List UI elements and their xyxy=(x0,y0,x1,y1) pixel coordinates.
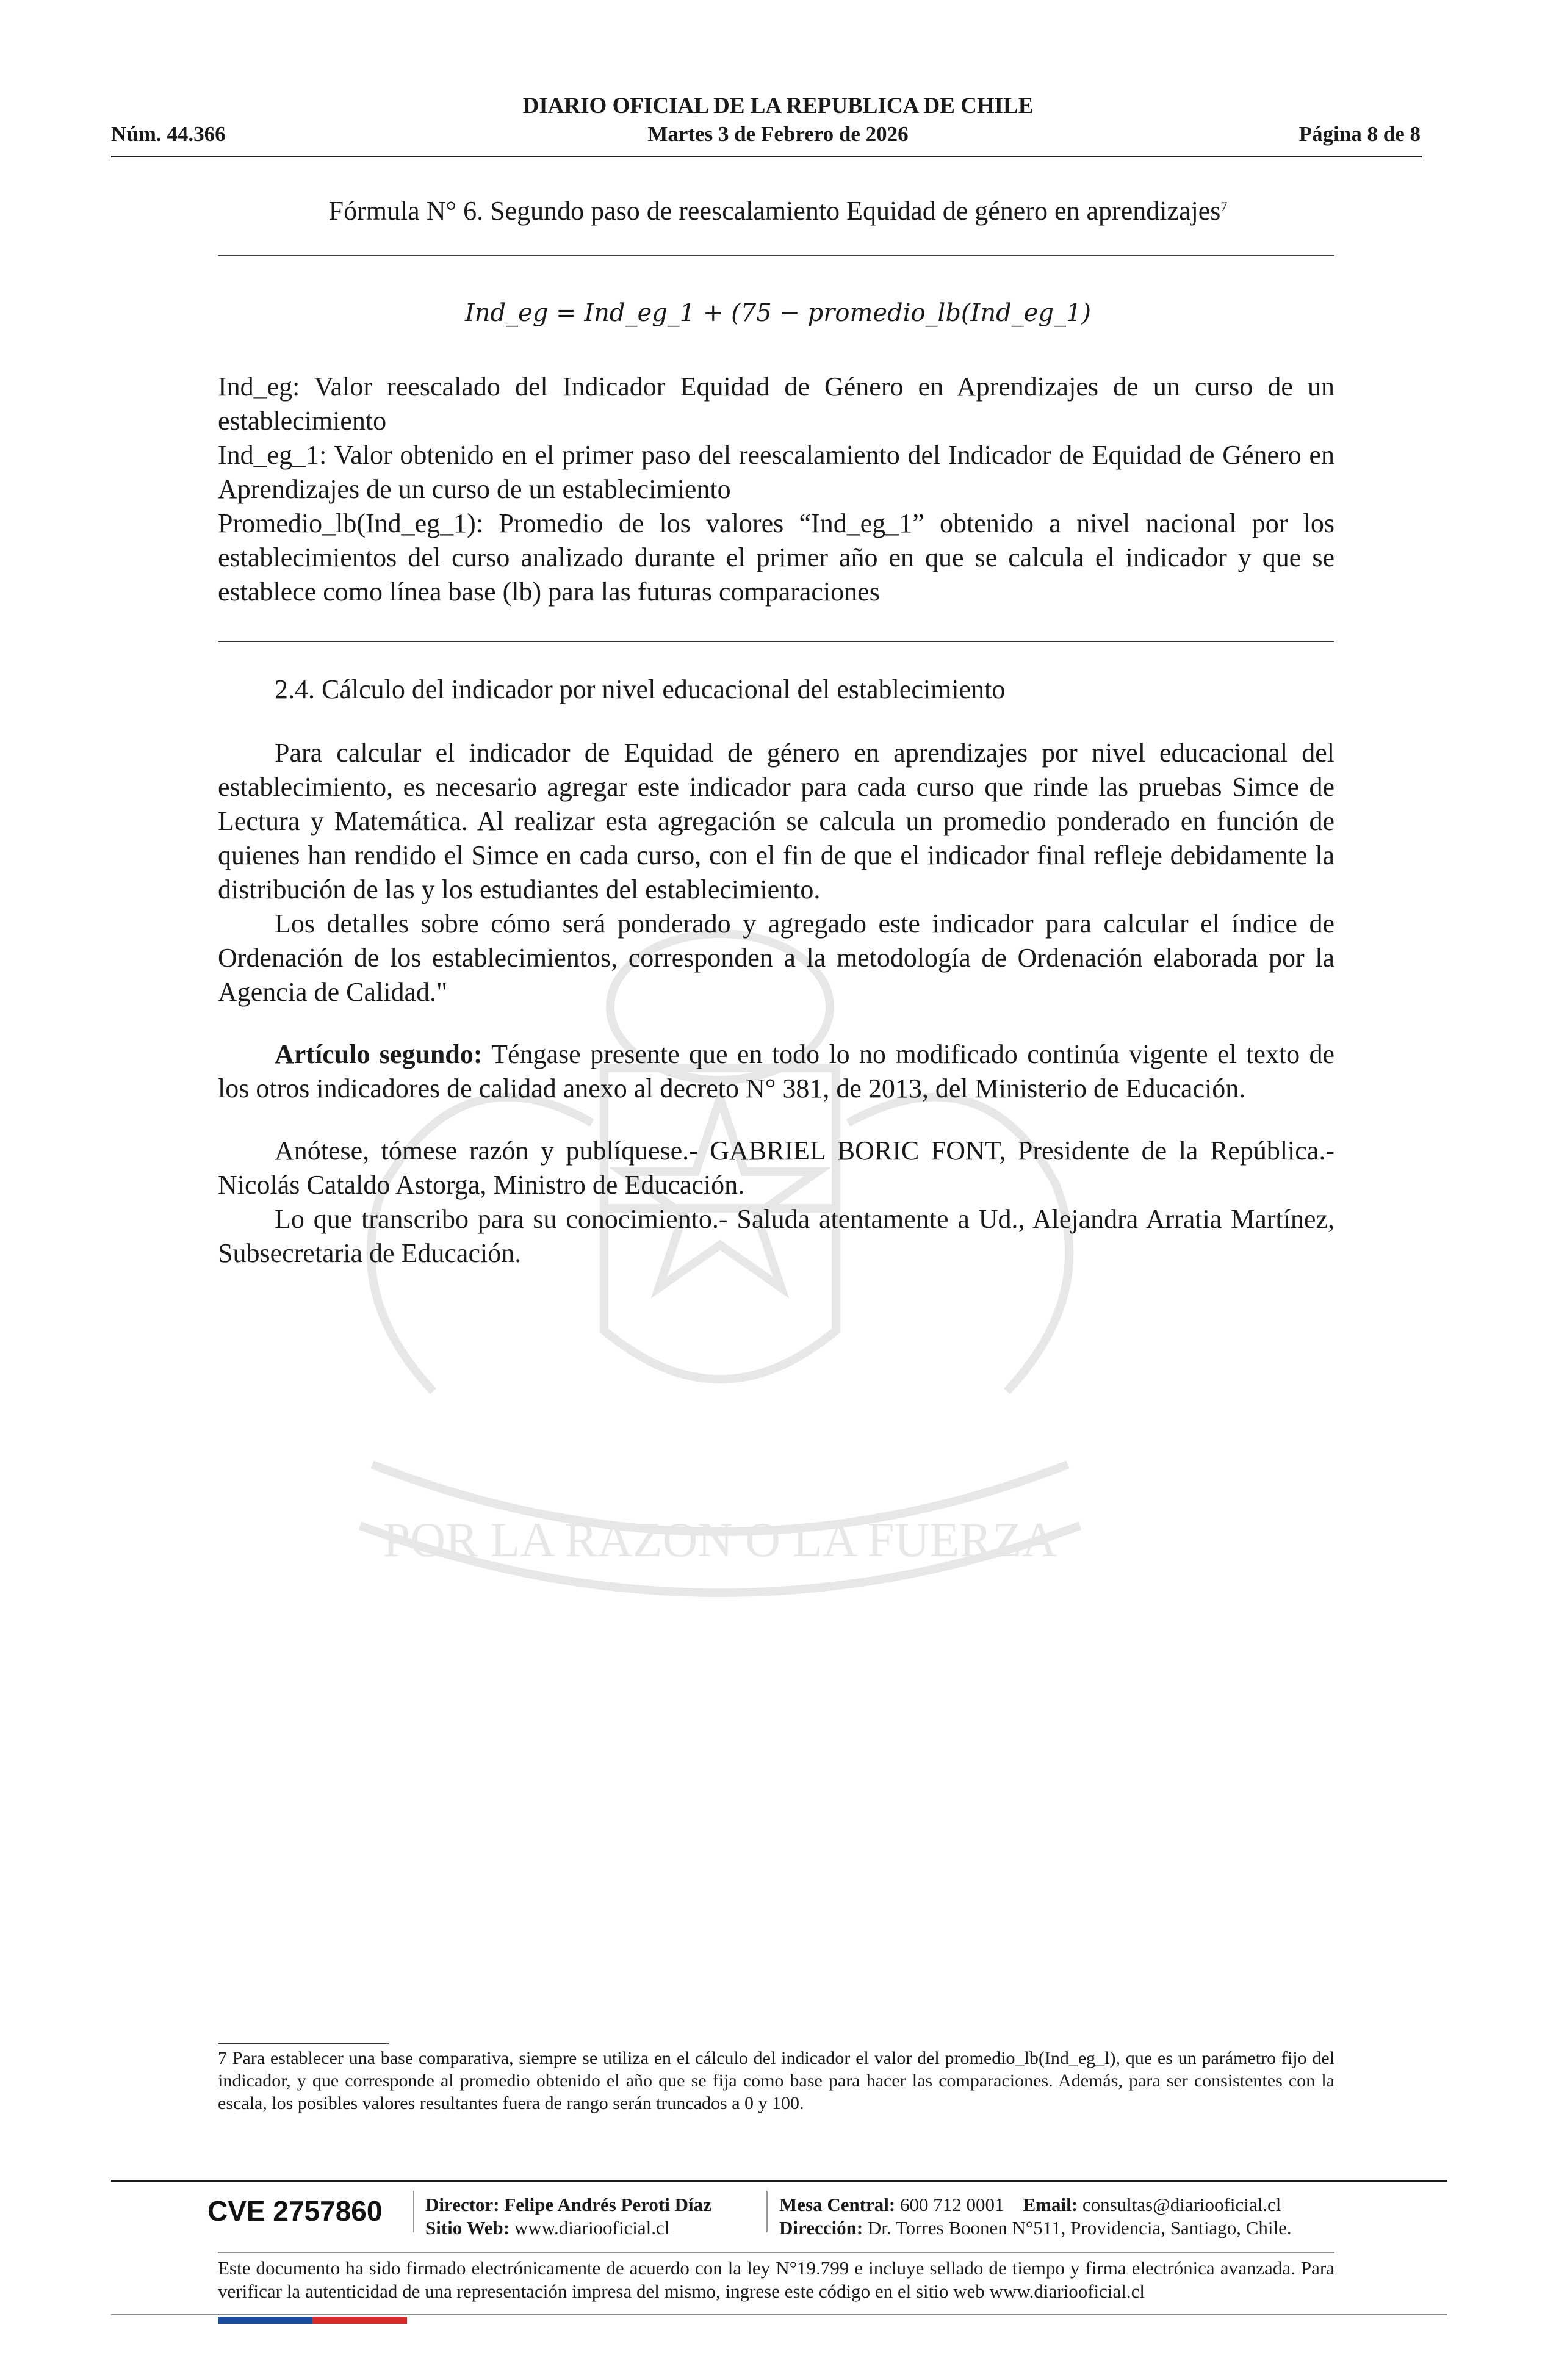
formula-top-divider xyxy=(218,255,1334,256)
footer-legal xyxy=(218,2257,1334,2303)
email-link[interactable]: consultas@diariooficial.cl xyxy=(1082,2194,1281,2215)
publication-title: DIARIO OFICIAL DE LA REPUBLICA DE CHILE xyxy=(522,93,1034,118)
formula-caption-text: Fórmula N° 6. Segundo paso de reescalamiento Equidad de género en aprendizajes xyxy=(328,196,1221,226)
page-number: Página 8 de 8 xyxy=(1298,122,1421,146)
formula-equation: Ind_eg = Ind_eg_1 + (75 − promedio_lb(Ind_eg_1) xyxy=(464,299,1092,327)
formula-bottom-divider xyxy=(218,641,1334,642)
article-label: Artículo segundo: xyxy=(275,1039,483,1069)
footnote-divider xyxy=(218,2043,389,2044)
footnote-text: 7 Para establecer una base comparativa, siempre se utiliza en el cálculo del indicador el valor del promedio_lb(Ind_eg_l), que es un parámetro fijo del indicador, y que corresponde al promedio obtenido el año que se fija como base para hacer las comparaciones. Además, para ser consistentes con la escala, los posibles valores resultantes fuera de rango serán truncados a 0 y 100. xyxy=(218,2048,1334,2113)
cve-code: CVE 2757860 xyxy=(207,2195,383,2227)
footer-inner-divider xyxy=(218,2252,1334,2253)
watermark-motto: POR LA RAZON O LA FUERZA xyxy=(383,1513,1057,1567)
formula-caption xyxy=(0,195,1556,226)
address-text: Dr. Torres Boonen N°511, Providencia, Santiago, Chile. xyxy=(867,2217,1292,2238)
footer-divider xyxy=(111,2180,1447,2182)
footnote-ref[interactable]: 7 xyxy=(1220,199,1228,214)
section-body xyxy=(218,736,1334,1271)
director-name: Felipe Andrés Peroti Díaz xyxy=(504,2194,711,2215)
footer-contact-block xyxy=(779,2193,1292,2240)
definition-ind-eg-1: Ind_eg_1: Valor obtenido en el primer paso del reescalamiento del Indicador de Equidad de Género en Aprendizajes de un curso de un establecimiento xyxy=(218,440,1334,504)
website-label: Sitio Web: xyxy=(425,2217,510,2238)
definition-ind-eg: Ind_eg: Valor reescalado del Indicador Equidad de Género en Aprendizajes de un curso de un establecimiento xyxy=(218,372,1334,436)
footer-separator xyxy=(413,2191,414,2232)
signatures-paragraph: Anótese, tómese razón y publíquese.- GABRIEL BORIC FONT, Presidente de la República.- Nicolás Cataldo Astorga, Ministro de Educación. xyxy=(218,1136,1334,1200)
director-label: Director: xyxy=(425,2194,500,2215)
footnote xyxy=(218,2047,1334,2115)
flag-stripe-red xyxy=(312,2317,407,2324)
website-link[interactable]: www.diariooficial.cl xyxy=(514,2217,670,2238)
footer-director-block xyxy=(425,2193,711,2240)
formula-definitions xyxy=(218,370,1334,609)
address-label: Dirección: xyxy=(779,2217,863,2238)
footer-bottom-divider xyxy=(111,2314,1447,2315)
phone-number: 600 712 0001 xyxy=(900,2194,1004,2215)
flag-stripe-blue xyxy=(218,2317,312,2324)
article-text: Téngase presente que en todo lo no modificado continúa vigente el texto de los otros indicadores de calidad anexo al decreto N° 381, de 2013, del Ministerio de Educación. xyxy=(218,1039,1334,1103)
article-paragraph xyxy=(218,1037,1334,1106)
email-label: Email: xyxy=(1023,2194,1078,2215)
transcription-paragraph: Lo que transcribo para su conocimiento.- Saluda atentamente a Ud., Alejandra Arratia Martínez, Subsecretaria de Educación. xyxy=(218,1204,1334,1268)
definition-promedio-lb: Promedio_lb(Ind_eg_1): Promedio de los valores “Ind_eg_1” obtenido a nivel nacional por los establecimientos del curso analizado durante el primer año en que se calcula el indicador y que se establece como línea base (lb) para las futuras comparaciones xyxy=(218,508,1334,607)
section-paragraph-2: Los detalles sobre cómo será ponderado y agregado este indicador para calcular el índice de Ordenación de los establecimientos, corresponden a la metodología de Ordenación elaborada por la Agencia de Calidad." xyxy=(218,909,1334,1007)
phone-label: Mesa Central: xyxy=(779,2194,896,2215)
header-divider xyxy=(111,156,1422,157)
footer-separator xyxy=(766,2191,768,2232)
issue-number: Núm. 44.366 xyxy=(111,122,226,146)
section-paragraph-1: Para calcular el indicador de Equidad de género en aprendizajes por nivel educacional del establecimiento, es necesario agregar este indicador para cada curso que rinde las pruebas Simce de Lectura y Matemática. Al realizar esta agregación se calcula un promedio ponderado en función de quienes han rendido el Simce en cada curso, con el fin de que el indicador final refleje debidamente la distribución de las y los estudiantes del establecimiento. xyxy=(218,738,1334,904)
issue-date: Martes 3 de Febrero de 2026 xyxy=(647,122,909,146)
section-heading: 2.4. Cálculo del indicador por nivel educacional del establecimiento xyxy=(275,674,1006,704)
legal-notice: Este documento ha sido firmado electrónicamente de acuerdo con la ley N°19.799 e incluye sellado de tiempo y firma electrónica avanzada. Para verificar la autenticidad de una representación impresa del mismo, ingrese este código en el sitio web www.diariooficial.cl xyxy=(218,2257,1334,2302)
